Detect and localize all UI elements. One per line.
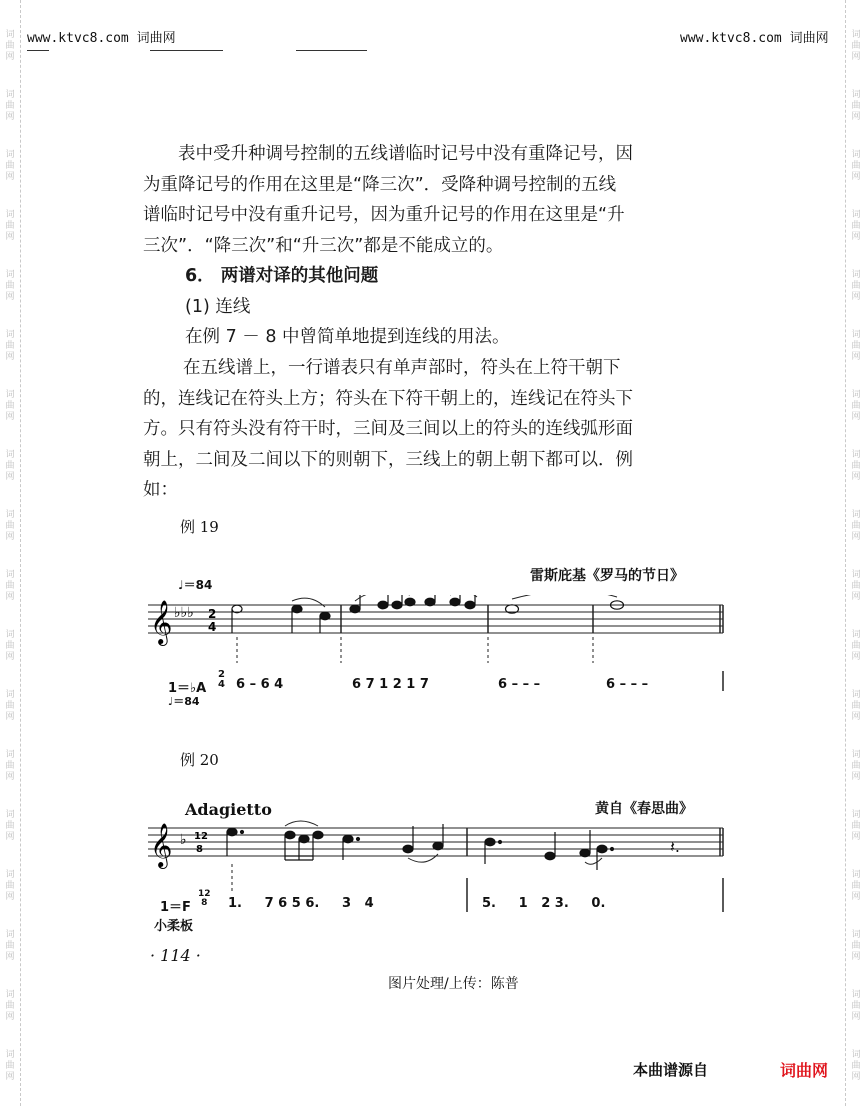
staff-lines — [148, 605, 723, 633]
example-20-tempo-cn: 小柔板 — [154, 919, 194, 934]
notes — [232, 595, 624, 633]
text-line: 谱临时记号中没有重升记号，因为重升记号的作用在这里是“升 — [143, 205, 625, 225]
watermark-glyphs: 词 曲 网 — [5, 390, 15, 422]
example-20-jianpu-m1: 1. 7 6 5 6. 3 4 — [228, 896, 374, 911]
upload-credit: 图片处理/上传：陈普 — [388, 976, 519, 992]
paragraph-accidentals — [143, 139, 723, 261]
example-19-label: 例 19 — [180, 518, 219, 536]
example-19-jianpu-m3: 6 – – – — [498, 677, 541, 692]
header-rule — [27, 50, 49, 51]
example-19-jianpu-time — [218, 670, 225, 690]
watermark-glyphs: 词 曲 网 — [5, 450, 15, 482]
watermark-glyphs: 词 曲 网 — [851, 150, 861, 182]
watermark-glyphs: 词 曲 网 — [5, 870, 15, 902]
flat-sign-icon: ♭ — [180, 832, 187, 848]
watermark-glyphs: 词 曲 网 — [851, 930, 861, 962]
example-20-key: 1＝F — [160, 900, 191, 915]
example-19-jianpu-m1: 6 – 6 4 — [236, 677, 284, 692]
watermark-glyphs: 词 曲 网 — [5, 150, 15, 182]
watermark-glyphs: 词 曲 网 — [851, 570, 861, 602]
watermark-glyphs: 词 曲 网 — [851, 450, 861, 482]
text-line: 朝上，二间及二间以下的则朝下，三线上的朝上朝下都可以．例 — [143, 449, 633, 470]
text-line: 三次”．“降三次”和“升三次”都是不能成立的。 — [143, 235, 504, 256]
watermark-glyphs: 词 曲 网 — [851, 90, 861, 122]
header-rule — [150, 50, 223, 51]
watermark-glyphs: 词 曲 网 — [5, 570, 15, 602]
treble-clef-icon: 𝄞 — [150, 823, 173, 867]
time-signature-top: 12 — [194, 831, 208, 842]
watermark-glyphs: 词 曲 网 — [5, 210, 15, 242]
jianpu-time-bottom: 4 — [218, 679, 225, 690]
time-signature-top: 2 — [208, 607, 217, 621]
text-line: 为重降记号的作用在这里是“降三次”．受降种调号控制的五线 — [143, 174, 617, 195]
watermark-glyphs: 词 曲 网 — [5, 270, 15, 302]
watermark-glyphs: 词 曲 网 — [851, 330, 861, 362]
watermark-glyphs: 词 曲 网 — [851, 510, 861, 542]
right-watermark-strip — [845, 0, 866, 1106]
watermark-glyphs: 词 曲 网 — [851, 990, 861, 1022]
watermark-glyphs: 词 曲 网 — [5, 90, 15, 122]
notes — [227, 824, 680, 870]
time-signature-bottom: 4 — [208, 620, 217, 634]
example-19-staff — [140, 595, 740, 715]
example-19-jianpu-m4: 6 – – – — [606, 677, 649, 692]
watermark-glyphs: 词 曲 网 — [851, 870, 861, 902]
text-line: 方。只有符头没有符干时，三间及三间以上的符头的连线弧形面 — [143, 419, 633, 439]
subheading-slur: (1) 连线 — [185, 297, 251, 317]
rest-icon: 𝄽. — [670, 837, 680, 856]
example-20-credit: 黄自《春思曲》 — [595, 801, 693, 817]
footer-source-label: 本曲谱源自 — [633, 1061, 709, 1079]
footer-site-link[interactable]: 词曲网 — [780, 1061, 829, 1080]
watermark-glyphs: 词 曲 网 — [851, 810, 861, 842]
watermark-glyphs: 词 曲 网 — [5, 1050, 15, 1082]
jianpu-time-bottom: 8 — [201, 898, 208, 908]
watermark-glyphs: 词 曲 网 — [851, 1050, 861, 1082]
example-20-jianpu-time — [198, 890, 211, 908]
watermark-glyphs: 词 曲 网 — [5, 30, 15, 62]
treble-clef-icon: 𝄞 — [150, 600, 173, 644]
example-19-jianpu-m2: 6 7 1 2 1 7 — [352, 677, 429, 692]
jianpu-time-top: 12 — [198, 889, 211, 899]
page-number: · 114 · — [150, 946, 201, 965]
watermark-glyphs: 词 曲 网 — [5, 810, 15, 842]
example-20-jianpu-m2: 5. 1 2 3. 0. — [482, 896, 606, 911]
watermark-glyphs: 词 曲 网 — [851, 750, 861, 782]
example-20-label: 例 20 — [180, 751, 219, 769]
watermark-glyphs: 词 曲 网 — [851, 30, 861, 62]
time-signature-bottom: 8 — [196, 844, 203, 855]
text-line: 如： — [143, 480, 178, 500]
example-20-tempo: Adagietto — [185, 800, 272, 819]
example-19-jianpu-tempo: ♩＝84 — [168, 695, 200, 708]
watermark-glyphs: 词 曲 网 — [5, 990, 15, 1022]
paragraph-slur-rules — [143, 353, 723, 506]
example-19-credit: 雷斯庇基《罗马的节日》 — [530, 568, 684, 584]
example-19-tempo: ♩＝84 — [178, 578, 213, 592]
watermark-glyphs: 词 曲 网 — [5, 330, 15, 362]
watermark-glyphs: 词 曲 网 — [851, 270, 861, 302]
example-19-key: 1＝♭A — [168, 681, 207, 696]
watermark-glyphs: 词 曲 网 — [851, 210, 861, 242]
text-line: 的，连线记在符头上方；符头在下符干朝上的，连线记在符头下 — [143, 388, 633, 409]
watermark-glyphs: 词 曲 网 — [5, 510, 15, 542]
watermark-glyphs: 词 曲 网 — [5, 750, 15, 782]
jianpu-time-top: 2 — [218, 669, 225, 680]
watermark-glyphs: 词 曲 网 — [5, 930, 15, 962]
section-heading: 6． 两谱对译的其他问题 — [185, 266, 379, 286]
watermark-glyphs: 词 曲 网 — [851, 630, 861, 662]
header-site-right[interactable]: www.ktvc8.com 词曲网 — [680, 31, 829, 46]
flat-sign-icon: ♭♭♭ — [174, 605, 194, 621]
header-site-left[interactable]: www.ktvc8.com 词曲网 — [27, 31, 176, 46]
watermark-glyphs: 词 曲 网 — [5, 630, 15, 662]
left-watermark-strip — [0, 0, 21, 1106]
text-line: 表中受升种调号控制的五线谱临时记号中没有重降记号，因 — [178, 144, 633, 164]
watermark-glyphs: 词 曲 网 — [851, 690, 861, 722]
watermark-glyphs: 词 曲 网 — [851, 390, 861, 422]
header-rule — [296, 50, 367, 51]
alignment-guides — [237, 637, 593, 663]
paragraph-intro: 在例 7 － 8 中曾简单地提到连线的用法。 — [185, 327, 510, 347]
watermark-glyphs: 词 曲 网 — [5, 690, 15, 722]
text-line: 在五线谱上，一行谱表只有单声部时，符头在上符干朝下 — [183, 358, 621, 378]
